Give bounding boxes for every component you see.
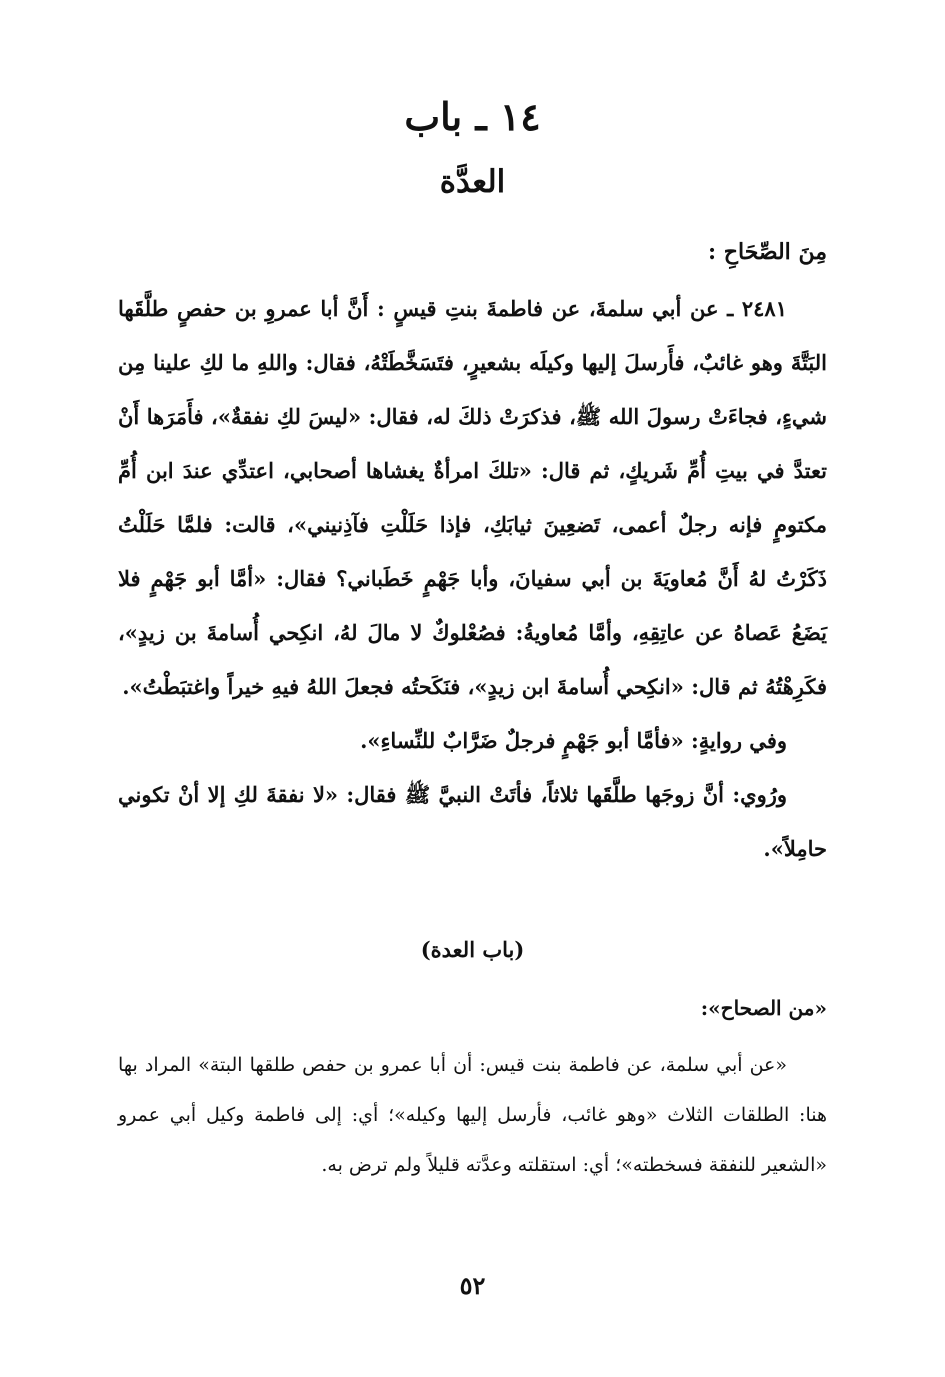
chapter-number: ١٤ ـ باب bbox=[404, 94, 541, 139]
hadith-text bbox=[118, 282, 827, 876]
section-label: مِنَ الصِّحَاحِ : bbox=[708, 239, 827, 265]
hadith-variant-paragraph: وفي روايةٍ: «فأمَّا أبو جَهْمٍ فرجلٌ ضَرَّابٌ للنِّساءِ». bbox=[360, 728, 787, 753]
commentary-paragraph: «عن أبي سلمة، عن فاطمة بنت قيس: أن أبا عمرو بن حفص طلقها البتة» المراد بها هنا: الطلقات الثلاث «وهو غائب، فأرسل إليها وكيله»؛ أي: إلى فاطمة وكيل أبي عمرو «الشعير للنفقة فسخطته»؛ أي: استقلته وعدَّته قليلاً ولم ترض به. bbox=[118, 1054, 827, 1176]
hadith-narration-paragraph: ورُوي: أنَّ زوجَها طلَّقَها ثلاثاً، فأتَتْ النبيَّ ﷺ فقال: «لا نفقةَ لكِ إلا أنْ تكوني حامِلاً». bbox=[118, 782, 827, 861]
chapter-title: العدَّة bbox=[439, 164, 506, 200]
page-number: ٥٢ bbox=[459, 1271, 486, 1300]
commentary-heading: (باب العدة) bbox=[420, 937, 525, 962]
hadith-paragraph: ٢٤٨١ ـ عن أبي سلمةَ، عن فاطمةَ بنتِ قيسٍ : أَنَّ أبا عمروِ بن حفصٍ طلَّقَها البَتَّةَ وهو غائبٌ، فأَرسلَ إليها وكيلَه بشعيرٍ، فتَسَخَّطَتْهُ، فقال: واللهِ ما لكِ علينا مِن شيءٍ، فجاءَتْ رسولَ الله ﷺ، فذكرَتْ ذلكَ له، فقال: «ليسَ لكِ نفقةٌ»، فأَمَرَها أَنْ تعتدَّ في بيتِ أُمِّ شَريكٍ، ثم قال: «تلكَ امرأةٌ يغشاها أصحابي، اعتدِّي عندَ ابن أُمِّ مكتومٍ فإنه رجلٌ أعمى، تَضعِينَ ثيابَكِ، فإذا حَلَلْتِ فآذِنيني»، قالت: فلمَّا حَلَلْتُ ذَكَرْتُ لهُ أَنَّ مُعاويَةَ بن أبي سفيانَ، وأبا جَهْمٍ خَطَباني؟ فقال: «أمَّا أبو جَهْمٍ فلا يَضَعُ عَصاهُ عن عاتِقِهِ، وأمَّا مُعاويةُ: فصُعْلوكٌ لا مالَ لهُ، انكِحي أُسامةَ بن زيدٍ»، فكَرِهْتُهُ ثم قال: «انكِحي أُسامةَ ابن زيدٍ»، فنَكَحتُه فجعلَ اللهُ فيهِ خيراً واغتبَطْتُ». bbox=[118, 296, 827, 699]
commentary-text bbox=[118, 1040, 827, 1190]
commentary-section-label: «من الصحاح»: bbox=[700, 996, 827, 1020]
